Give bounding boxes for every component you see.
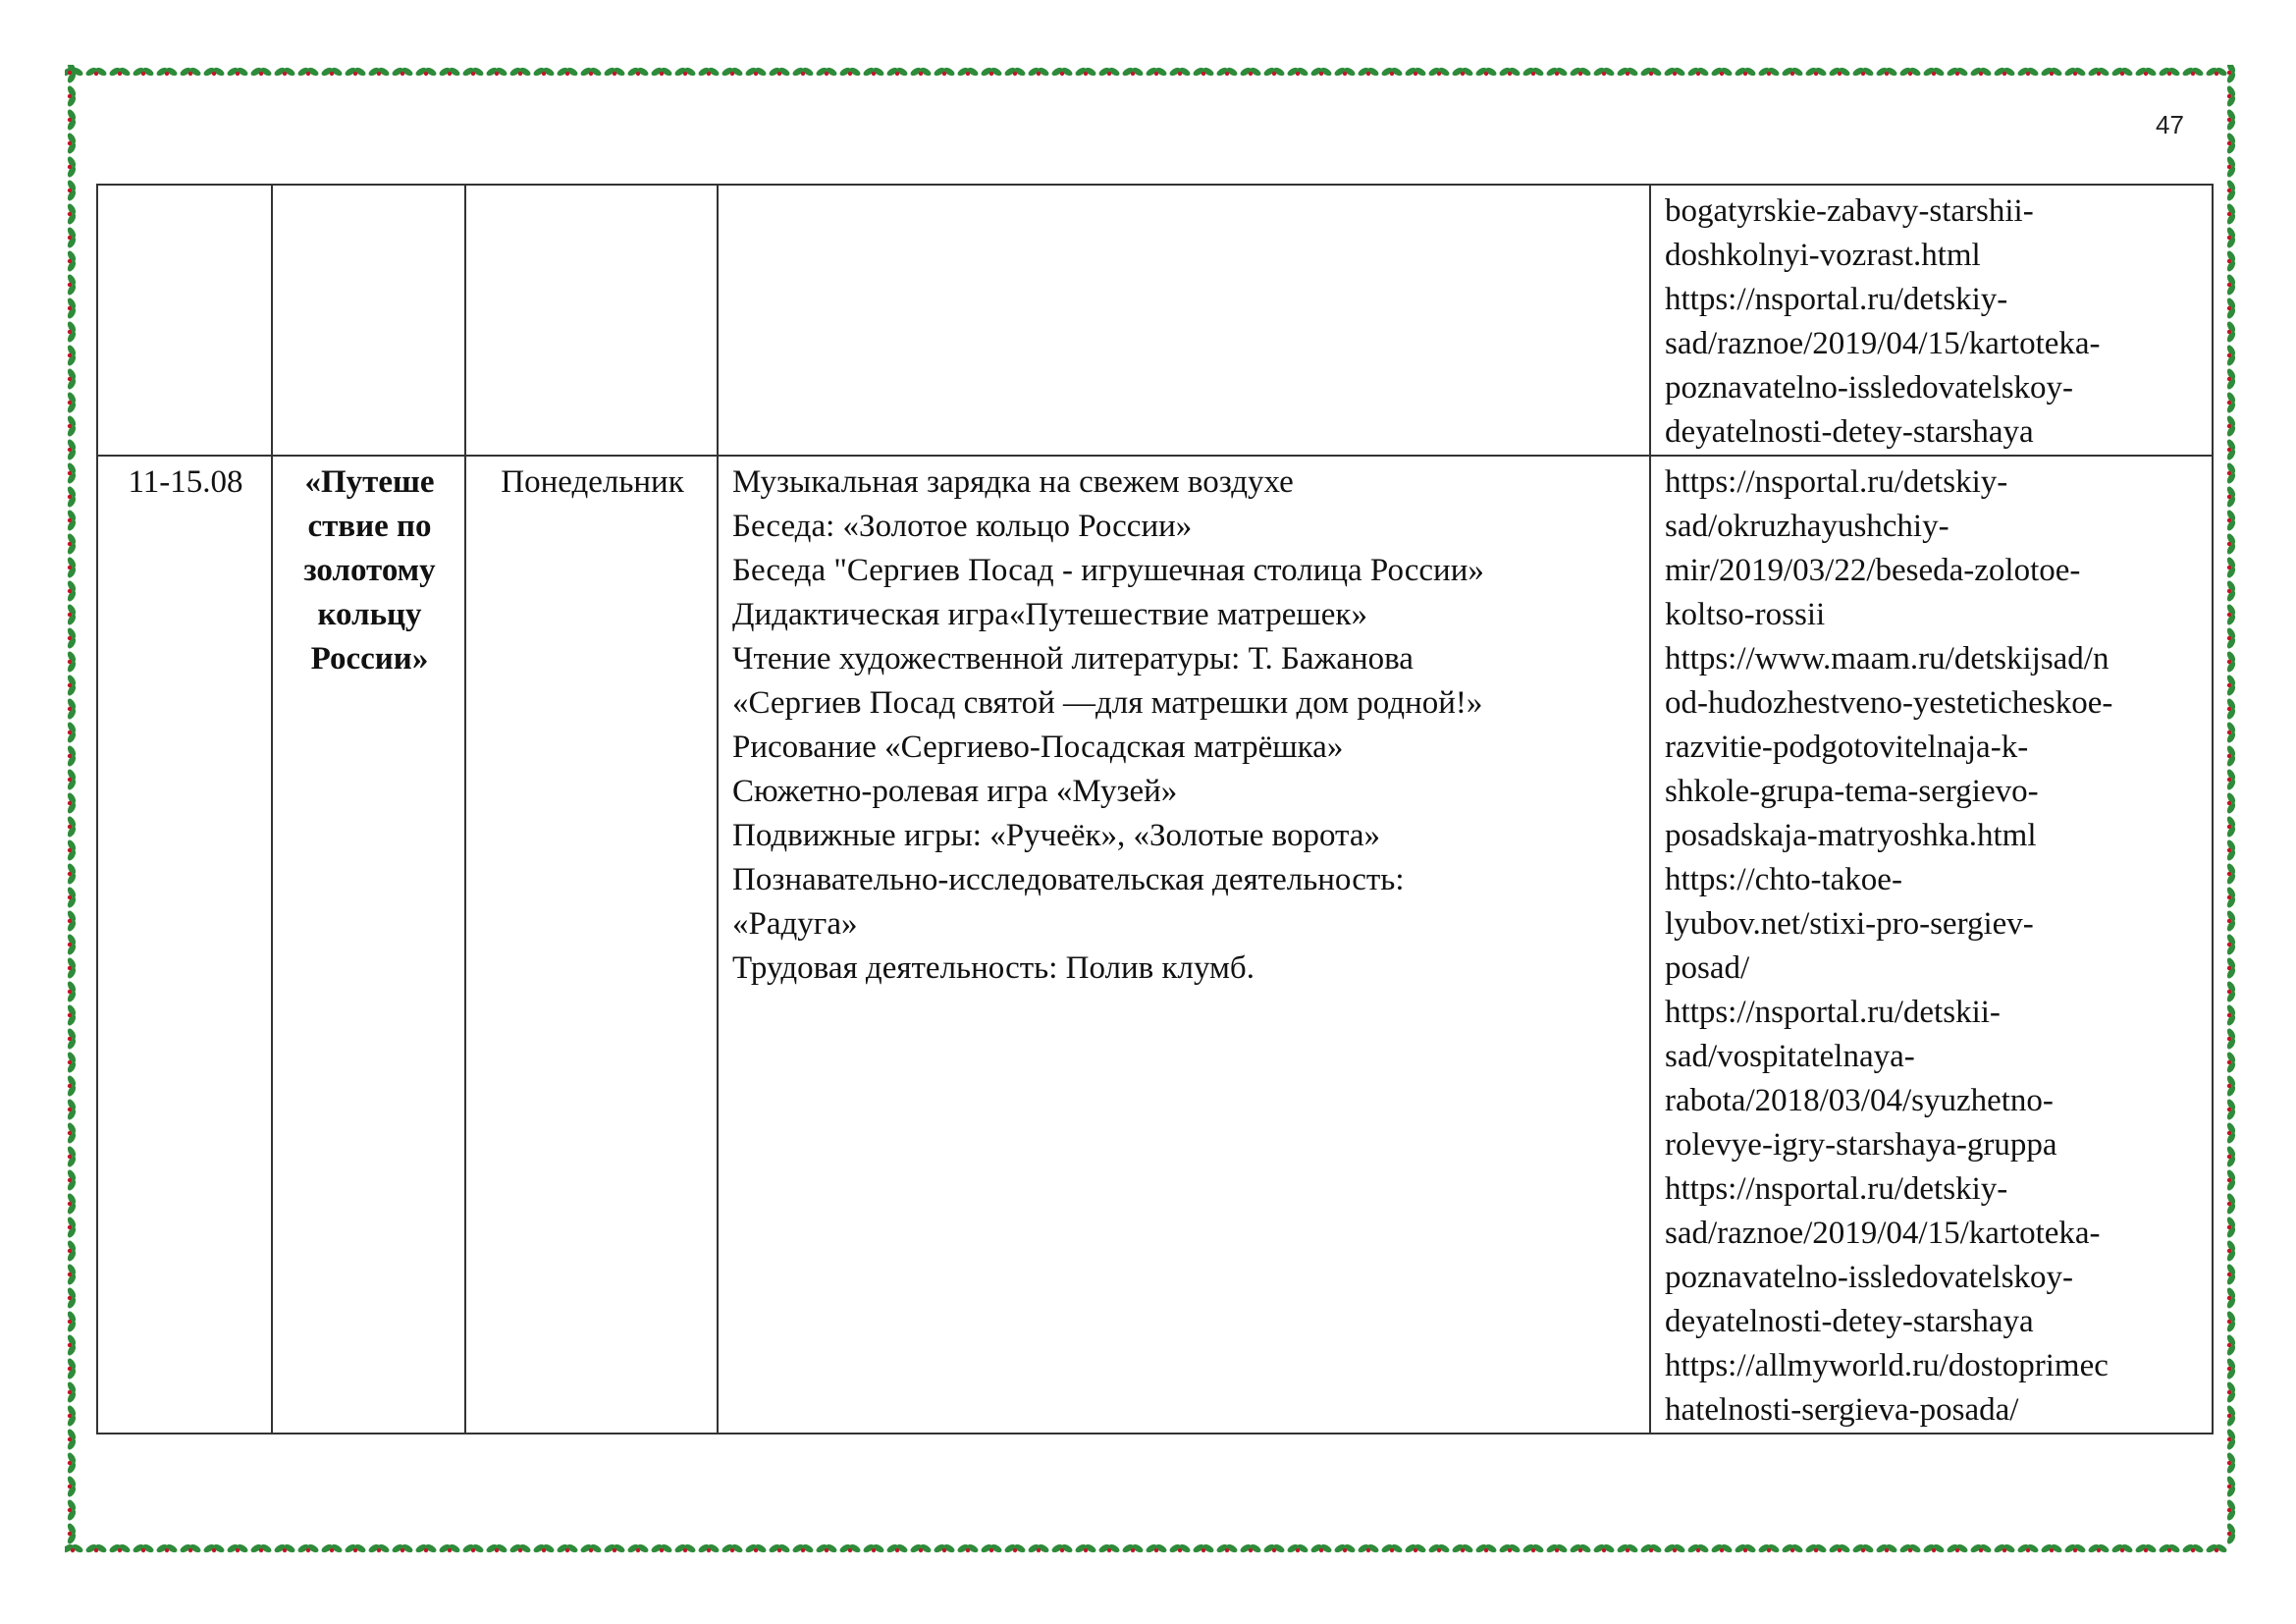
weekday-cell [465,185,718,456]
activities-cell [718,185,1650,456]
link-line: sad/raznoe/2019/04/15/kartoteka- [1665,1216,2101,1251]
link-line: https://nsportal.ru/detskiy- [1665,282,2008,317]
activity-item: Познавательно-исследовательская деятельность: [732,862,1405,897]
theme-line: золотому [303,553,436,588]
activity-item: Беседа "Сергиев Посад - игрушечная столица России» [732,553,1484,588]
date-range: 11-15.08 [128,464,243,500]
theme-line: ствие по [307,509,432,544]
links-cell [1650,185,2213,456]
activity-item: «Сергиев Посад святой —для матрешки дом родной!» [732,685,1483,721]
activities-cell [718,456,1650,1434]
link-line: posadskaja-matryoshka.html [1665,818,2037,853]
link-line: koltso-rossii [1665,597,1826,632]
activity-item: Подвижные игры: «Ручеёк», «Золотые ворота» [732,818,1381,853]
theme-line: «Путеше [304,464,435,500]
link-line: poznavatelno-issledovatelskoy- [1665,1260,2074,1295]
link-line: sad/raznoe/2019/04/15/kartoteka- [1665,326,2101,361]
link-line: https://allmyworld.ru/dostoprimec [1665,1348,2109,1383]
link-line: rabota/2018/03/04/syuzhetno- [1665,1083,2054,1118]
link-line: https://nsportal.ru/detskiy- [1665,464,2008,500]
link-line: deyatelnosti-detey-starshaya [1665,1304,2034,1339]
activity-plan-table [96,184,2214,1435]
weekday-cell [465,456,718,1434]
link-line: shkole-grupa-tema-sergievo- [1665,774,2039,809]
holly-border-bottom [65,1538,2244,1559]
link-line: sad/okruzhayushchiy- [1665,509,1949,544]
holly-border-right [2220,65,2242,1557]
table-row [97,185,2213,456]
link-line: posad/ [1665,950,1750,986]
holly-border-top [65,61,2244,82]
activity-item: Рисование «Сергиево-Посадская матрёшка» [732,730,1344,765]
theme-cell [272,456,465,1434]
activity-item: Дидактическая игра«Путешествие матрешек» [732,597,1367,632]
activity-item: Трудовая деятельность: Полив клумб. [732,950,1255,986]
link-line: https://nsportal.ru/detskii- [1665,995,2001,1030]
theme-line: России» [310,641,429,677]
theme-cell [272,185,465,456]
activity-item: «Радуга» [732,906,858,942]
theme-line: кольцу [317,597,422,632]
link-line: mir/2019/03/22/beseda-zolotoe- [1665,553,2081,588]
link-line: deyatelnosti-detey-starshaya [1665,414,2034,450]
link-line: razvitie-podgotovitelnaja-k- [1665,730,2029,765]
link-line: sad/vospitatelnaya- [1665,1039,1915,1074]
link-line: hatelnosti-sergieva-posada/ [1665,1392,2019,1428]
link-line: https://nsportal.ru/detskiy- [1665,1171,2008,1207]
link-line: https://www.maam.ru/detskijsad/n [1665,641,2109,677]
link-line: poznavatelno-issledovatelskoy- [1665,370,2074,406]
links-cell [1650,456,2213,1434]
activity-item: Сюжетно-ролевая игра «Музей» [732,774,1178,809]
link-line: bogatyrskie-zabavy-starshii- [1665,193,2034,229]
table-row [97,456,2213,1434]
activity-item: Беседа: «Золотое кольцо России» [732,509,1193,544]
link-line: lyubov.net/stixi-pro-sergiev- [1665,906,2034,942]
activity-item: Чтение художественной литературы: Т. Бажанова [732,641,1414,677]
page-number: 47 [2156,110,2184,139]
link-line: rolevye-igry-starshaya-gruppa [1665,1127,2057,1163]
holly-border-left [61,65,82,1557]
link-line: od-hudozhestveno-yesteticheskoe- [1665,685,2113,721]
link-line: https://chto-takoe- [1665,862,1902,897]
link-line: doshkolnyi-vozrast.html [1665,238,1981,273]
activity-item: Музыкальная зарядка на свежем воздухе [732,464,1294,500]
date-cell [97,185,272,456]
date-cell [97,456,272,1434]
weekday: Понедельник [501,464,684,500]
